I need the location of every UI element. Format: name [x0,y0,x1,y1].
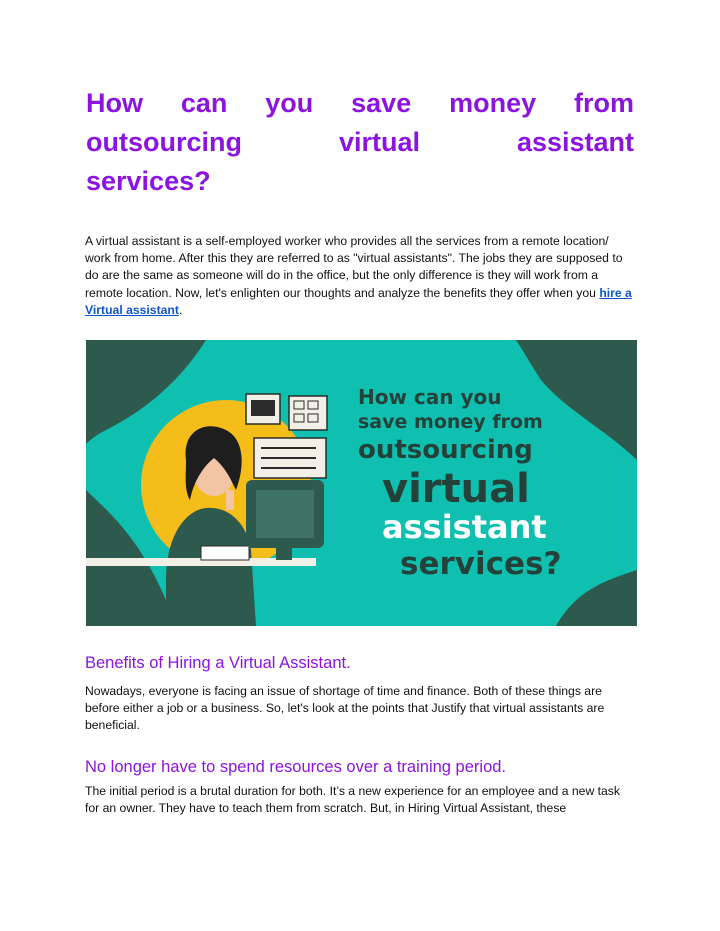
hero-line-3: outsourcing [358,435,533,465]
title-line: services? [86,166,211,196]
section-paragraph-training: The initial period is a brutal duration for both. It’s a new experience for an employee and a new task for an owner. They have to teach them from scratch. But, in Hiring Virtual Assistant, these [85,784,620,816]
title-line: How can you save money from [86,88,634,118]
section-heading-training: No longer have to spend resources over a training period. [85,758,506,776]
section-heading-benefits: Benefits of Hiring a Virtual Assistant. [85,654,351,672]
intro-paragraph [85,233,637,319]
hero-line-4: virtual [382,466,530,512]
hero-line-1: How can you [358,385,502,409]
hero-illustration [86,340,637,626]
article-title [86,84,634,201]
title-line: outsourcing virtual assistant [86,127,634,157]
hero-line-5: assistant [382,508,547,546]
hire-virtual-assistant-link[interactable]: hire a Virtual assistant [85,285,632,317]
intro-text: A virtual assistant is a self-employed worker who provides all the services from a remote location/ work from home. After this they are referred to as "virtual assistants". The jobs they are supposed to do are the same as someone will do in the office, but the only difference is they will work from a remote location. Now, let's enlighten our thoughts and analyze the benefits they offer when you [85,234,623,300]
paper-icon [201,546,249,560]
section-paragraph-benefits: Nowadays, everyone is facing an issue of shortage of time and finance. Both of these things are before either a job or a business. So, let's look at the points that Justify that virtual assistants are beneficial. [85,684,605,733]
hero-line-2: save money from [358,411,543,433]
hero-svg [86,340,637,626]
hero-line-6: services? [400,546,562,582]
intro-end: . [178,302,183,317]
